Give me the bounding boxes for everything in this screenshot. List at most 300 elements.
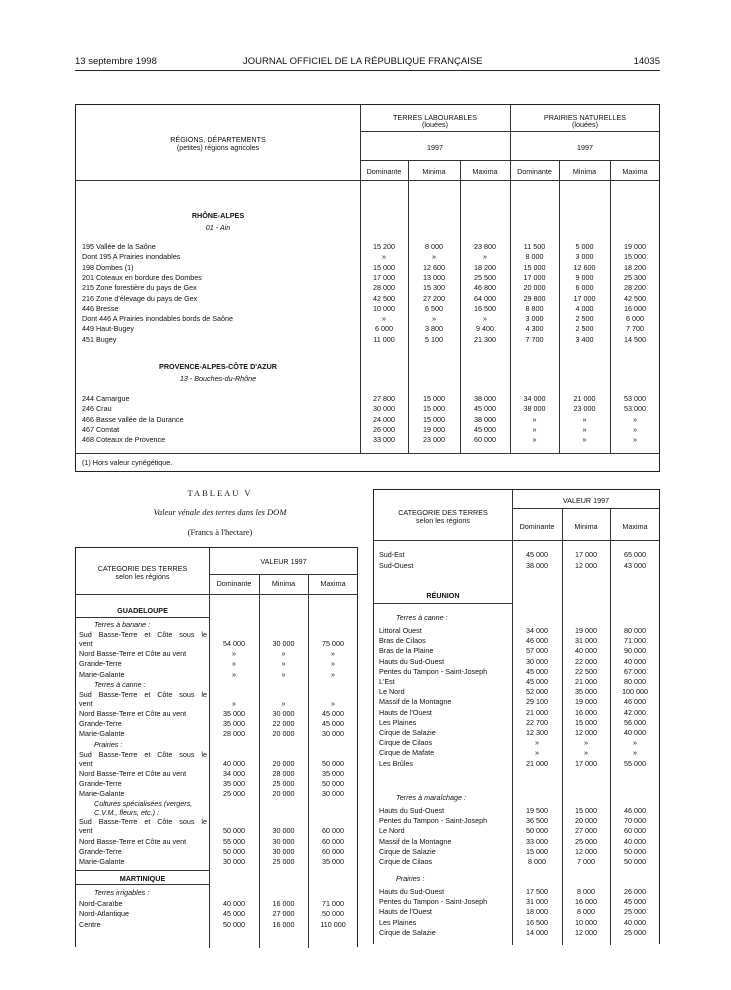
row-label-cont bbox=[79, 759, 207, 768]
row-value: 5 100 bbox=[425, 334, 443, 344]
row-value: 110 000 bbox=[320, 919, 346, 929]
row-label-text: Pentes du Tampon - Saint-Joseph bbox=[379, 816, 488, 826]
row-value: 45 000 bbox=[624, 897, 646, 907]
row-value: » bbox=[331, 649, 335, 659]
sub-col-header: Minima bbox=[572, 167, 597, 176]
row-label bbox=[79, 779, 207, 788]
row-value: 8 000 bbox=[425, 242, 443, 251]
row-value: 12 000 bbox=[575, 846, 597, 856]
row-value: 16 000 bbox=[272, 899, 295, 909]
row-value: 42 500 bbox=[624, 293, 646, 303]
group-prairies-naturelles-sub: (louées) bbox=[572, 120, 598, 129]
row-label bbox=[379, 667, 509, 676]
row-label-text: Bras de la Plaine bbox=[379, 646, 434, 656]
row-value: 30 000 bbox=[526, 656, 548, 666]
section-heading: Prairies : bbox=[396, 874, 425, 883]
row-value: 30 000 bbox=[272, 826, 295, 836]
row-value: 6 000 bbox=[626, 314, 644, 324]
row-value: 19 000 bbox=[575, 697, 597, 707]
row-value: 50 000 bbox=[526, 826, 548, 836]
row-label-text: Grande-Terre bbox=[79, 659, 122, 669]
row-value: » bbox=[633, 738, 637, 748]
row-value: 38 000 bbox=[474, 414, 496, 424]
row-label-text: L'Est bbox=[379, 677, 395, 686]
section-heading: Terres à canne : bbox=[94, 679, 146, 689]
row-value: 50 000 bbox=[322, 758, 344, 768]
row-value: 75 000 bbox=[322, 639, 344, 648]
row-label-text: Nord Basse-Terre et Côte au vent bbox=[79, 649, 187, 659]
group-valeur-1997: VALEUR 1997 bbox=[562, 496, 610, 505]
year-label-2: 1997 bbox=[577, 143, 593, 152]
row-value: 17 000 bbox=[523, 272, 546, 282]
row-label bbox=[379, 887, 509, 896]
sub-col-header: Maxima bbox=[622, 522, 648, 531]
row-value: 16 000 bbox=[624, 303, 646, 313]
row-value: 7 700 bbox=[626, 324, 644, 334]
row-value: 15 000 bbox=[423, 414, 445, 424]
row-label-text: Centre bbox=[79, 919, 101, 929]
row-value: 35 000 bbox=[322, 857, 344, 866]
row-value: 3 400 bbox=[575, 334, 594, 344]
row-label bbox=[379, 806, 509, 815]
row-value: 50 000 bbox=[223, 826, 245, 836]
row-value: 45 000 bbox=[474, 424, 496, 434]
row-value: 45 000 bbox=[526, 666, 548, 676]
row-value: 71 000 bbox=[322, 899, 344, 909]
row-value: 15 000 bbox=[575, 806, 597, 815]
row-label bbox=[79, 857, 207, 866]
row-value: 56 000 bbox=[624, 717, 646, 727]
row-value: 3 000 bbox=[575, 252, 594, 262]
row-label bbox=[79, 709, 207, 718]
row-value: 18 200 bbox=[474, 262, 496, 272]
region-heading-martinique: MARTINIQUE bbox=[119, 874, 166, 884]
row-label bbox=[79, 769, 207, 778]
row-label-text: 198 Dombes (1) bbox=[82, 262, 134, 272]
row-value: 6 000 bbox=[375, 324, 393, 334]
row-value: » bbox=[633, 424, 637, 434]
row-label-text: vent bbox=[79, 698, 93, 708]
row-value: 30 000 bbox=[322, 789, 344, 799]
header-date: 13 septembre 1998 bbox=[75, 56, 157, 67]
row-value: 20 000 bbox=[272, 729, 295, 739]
row-value: 16 000 bbox=[272, 919, 295, 929]
row-label-text: Hauts du Sud-Ouest bbox=[379, 806, 445, 815]
row-value: 71 000 bbox=[624, 636, 646, 646]
region-heading-reunion: RÉUNION bbox=[426, 591, 460, 600]
row-value: 40 000 bbox=[575, 646, 597, 656]
row-label-text: Dont 446 A Prairies inondables bords de Saône bbox=[82, 314, 234, 324]
row-label-text: Hauts du Sud-Ouest bbox=[379, 887, 445, 896]
row-label-text: 246 Crau bbox=[82, 404, 112, 414]
row-label bbox=[379, 918, 509, 927]
row-label-text: Hauts du Sud-Ouest bbox=[379, 656, 445, 666]
row-label-text: vent bbox=[79, 758, 93, 768]
row-value: 15 000 bbox=[523, 262, 546, 272]
row-value: » bbox=[232, 649, 236, 659]
row-label-text: Cirque de Cilaos bbox=[379, 857, 433, 866]
row-value: 8 000 bbox=[525, 252, 544, 262]
row-label bbox=[82, 242, 354, 251]
row-value: 17 000 bbox=[575, 550, 597, 559]
row-value: 43 000 bbox=[624, 560, 646, 570]
row-label bbox=[79, 909, 207, 918]
row-label bbox=[379, 837, 509, 846]
row-label bbox=[82, 435, 354, 444]
row-value: 50 000 bbox=[624, 846, 646, 856]
row-value: 46 000 bbox=[526, 636, 548, 646]
row-label-text: Marie-Galante bbox=[79, 789, 125, 799]
row-value: 24 000 bbox=[373, 414, 395, 424]
row-value: 12 000 bbox=[575, 927, 597, 937]
row-label-text: Grande-Terre bbox=[79, 719, 122, 729]
row-label bbox=[379, 718, 509, 727]
row-value: 45 000 bbox=[223, 909, 245, 919]
row-label bbox=[379, 857, 509, 866]
row-value: » bbox=[382, 252, 386, 262]
row-value: 2 500 bbox=[575, 314, 594, 324]
row-value: » bbox=[281, 669, 286, 679]
row-value: 21 000 bbox=[526, 707, 548, 717]
row-value: 30 000 bbox=[223, 857, 245, 866]
row-value: » bbox=[281, 649, 286, 659]
row-value: 20 000 bbox=[272, 758, 295, 768]
row-value: 8 000 bbox=[577, 907, 595, 917]
col-label-categorie: CATEGORIE DES TERRES bbox=[398, 508, 488, 517]
row-value: 22 000 bbox=[272, 719, 295, 729]
row-label bbox=[82, 294, 354, 303]
row-label: Sud Basse-Terre et Côte sous le bbox=[79, 630, 207, 639]
row-label bbox=[379, 897, 509, 906]
row-value: 30 000 bbox=[272, 836, 295, 846]
row-label bbox=[379, 847, 509, 856]
row-label bbox=[79, 659, 207, 668]
row-value: » bbox=[483, 314, 487, 324]
row-value: » bbox=[532, 435, 537, 445]
row-value: 18 200 bbox=[624, 262, 646, 272]
footnote: (1) Hors valeur cynégétique. bbox=[82, 458, 173, 467]
row-value: 12 000 bbox=[575, 560, 597, 570]
col-label-petites-regions: (petites) régions agricoles bbox=[176, 143, 260, 152]
row-value: 20 000 bbox=[272, 789, 295, 799]
section-heading: Terres à canne : bbox=[396, 613, 448, 622]
row-label-text: Cirque de Salazie bbox=[379, 927, 436, 937]
row-label-text: 466 Basse vallée de la Durance bbox=[82, 414, 184, 424]
row-label bbox=[82, 252, 354, 261]
row-value: 42 000 bbox=[624, 707, 646, 717]
row-value: 30 000 bbox=[272, 709, 295, 718]
row-label-text: Marie-Galante bbox=[79, 729, 125, 739]
row-label bbox=[79, 847, 207, 856]
row-label-text: Cirque de Salazie bbox=[379, 728, 436, 737]
row-value: 38 000 bbox=[474, 394, 496, 403]
row-value: 40 000 bbox=[624, 728, 646, 737]
sub-col-header: Maxima bbox=[320, 579, 346, 588]
row-value: 55 000 bbox=[223, 836, 245, 846]
region-rule bbox=[76, 870, 209, 871]
row-label bbox=[379, 708, 509, 717]
row-value: 15 000 bbox=[624, 252, 646, 262]
row-value: 22 700 bbox=[526, 717, 548, 727]
row-value: 3 800 bbox=[425, 324, 443, 334]
col-label-categorie: CATEGORIE DES TERRES bbox=[97, 564, 188, 573]
tableau-v-title: TABLEAU V bbox=[187, 488, 253, 498]
row-label bbox=[379, 677, 509, 686]
row-label bbox=[379, 826, 509, 835]
row-label bbox=[79, 670, 207, 679]
row-value: » bbox=[582, 435, 587, 445]
row-label-text: Marie-Galante bbox=[79, 857, 125, 866]
row-value: 4 300 bbox=[525, 324, 544, 334]
row-value: » bbox=[232, 659, 236, 669]
row-value: 28 000 bbox=[223, 729, 245, 739]
row-value: » bbox=[281, 698, 286, 708]
row-value: 25 000 bbox=[272, 857, 295, 866]
row-value: 26 000 bbox=[624, 887, 646, 896]
row-value: 14 000 bbox=[526, 927, 548, 937]
row-label-text: 449 Haut-Bugey bbox=[82, 324, 134, 334]
row-label bbox=[79, 837, 207, 846]
row-label-text: Littoral Ouest bbox=[379, 626, 422, 635]
row-label-text: Nord Basse-Terre et Côte au vent bbox=[79, 836, 187, 846]
row-value: 25 300 bbox=[624, 272, 646, 282]
row-value: 35 000 bbox=[322, 768, 344, 778]
row-value: 38 000 bbox=[526, 560, 548, 570]
region-heading-paca: PROVENCE-ALPES-CÔTE D'AZUR bbox=[159, 362, 277, 371]
row-label-text: 468 Coteaux de Provence bbox=[82, 435, 166, 445]
row-value: 34 000 bbox=[526, 626, 548, 635]
region-rule bbox=[374, 603, 512, 604]
row-value: 40 000 bbox=[624, 836, 646, 846]
row-label bbox=[79, 729, 207, 738]
row-label-text: Cirque de Salazie bbox=[379, 846, 436, 856]
row-label-cont bbox=[79, 699, 207, 708]
row-value: 35 000 bbox=[223, 779, 245, 788]
row-label-text: 216 Zone d'élevage du pays de Gex bbox=[82, 293, 198, 303]
row-value: 27 800 bbox=[373, 394, 395, 403]
row-value: 46 800 bbox=[474, 283, 496, 293]
year-label-1: 1997 bbox=[427, 143, 443, 152]
sub-col-header: Dominante bbox=[519, 522, 555, 531]
row-value: » bbox=[633, 748, 637, 758]
row-label-text: vent bbox=[79, 826, 93, 836]
sub-col-header: Dominante bbox=[216, 579, 252, 588]
row-label: Sud Basse-Terre et Côte sous le bbox=[79, 689, 207, 699]
row-label-text: Massif de la Montagne bbox=[379, 836, 452, 846]
section-heading: Terres à banane : bbox=[94, 620, 151, 629]
row-value: 52 000 bbox=[526, 687, 548, 697]
row-label bbox=[82, 273, 354, 282]
row-value: » bbox=[582, 424, 587, 434]
section-heading: Prairies : bbox=[94, 739, 123, 749]
row-value: 45 000 bbox=[322, 719, 344, 729]
row-value: 25 000 bbox=[223, 789, 245, 799]
row-label bbox=[79, 789, 207, 798]
row-label: Sud Basse-Terre et Côte sous le bbox=[79, 749, 207, 759]
row-value: 42 500 bbox=[373, 293, 395, 303]
row-label-cont bbox=[79, 639, 207, 648]
row-label bbox=[82, 283, 354, 292]
row-value: 19 500 bbox=[526, 806, 548, 815]
row-value: 67 000 bbox=[624, 666, 646, 676]
row-value: » bbox=[584, 738, 588, 748]
row-label bbox=[82, 304, 354, 313]
row-label bbox=[82, 404, 354, 413]
row-value: » bbox=[331, 698, 335, 708]
row-value: 60 000 bbox=[322, 836, 344, 846]
section-heading: Terres irrigables : bbox=[94, 888, 150, 898]
row-value: 29 100 bbox=[526, 697, 548, 707]
row-label: Sud Basse-Terre et Côte sous le bbox=[79, 817, 207, 827]
row-value: 23 000 bbox=[573, 404, 596, 414]
row-value: 53 000 bbox=[624, 394, 646, 403]
row-value: 36 500 bbox=[526, 816, 548, 826]
header-page-number: 14035 bbox=[633, 56, 660, 67]
row-value: 15 000 bbox=[526, 846, 548, 856]
row-value: 16 500 bbox=[526, 917, 548, 927]
row-value: » bbox=[582, 414, 587, 424]
col-label-selon-regions: selon les régions bbox=[115, 572, 170, 581]
row-value: » bbox=[532, 414, 537, 424]
dept-heading-ain: 01 - Ain bbox=[205, 223, 231, 232]
row-value: 19 000 bbox=[575, 626, 597, 635]
row-label bbox=[379, 636, 509, 645]
row-label bbox=[379, 738, 509, 747]
row-label bbox=[379, 759, 509, 768]
section-heading: Terres à maraîchage : bbox=[396, 793, 467, 802]
row-value: 22 000 bbox=[575, 656, 597, 666]
row-value: 65 000 bbox=[624, 550, 646, 559]
row-label-text: Marie-Galante bbox=[79, 669, 125, 679]
row-label bbox=[79, 899, 207, 908]
row-value: » bbox=[633, 435, 637, 445]
row-label bbox=[79, 719, 207, 728]
row-value: 33 000 bbox=[526, 836, 548, 846]
row-value: » bbox=[483, 252, 487, 262]
section-heading: Cultures spécialisées (vergers, C.V.M., fleurs, etc.) : bbox=[94, 799, 193, 818]
row-value: 50 000 bbox=[322, 909, 344, 919]
row-label-text: Pentes du Tampon - Saint-Joseph bbox=[379, 666, 488, 676]
row-value: 7 700 bbox=[525, 334, 544, 344]
row-value: 16 000 bbox=[575, 897, 597, 907]
row-label-text: Bras de Cilaos bbox=[379, 636, 426, 646]
row-value: 3 000 bbox=[525, 314, 544, 324]
row-value: 12 600 bbox=[573, 262, 596, 272]
row-value: 31 000 bbox=[526, 897, 548, 907]
row-value: 21 300 bbox=[474, 334, 496, 344]
row-value: 6 000 bbox=[575, 283, 594, 293]
row-value: 38 000 bbox=[523, 404, 546, 414]
row-value: 15 000 bbox=[373, 262, 395, 272]
row-value: 46 000 bbox=[624, 697, 646, 707]
row-value: 11 000 bbox=[373, 334, 395, 344]
row-value: 31 000 bbox=[575, 636, 597, 646]
row-label-text: Les Brûles bbox=[379, 758, 413, 768]
row-value: 27 000 bbox=[272, 909, 295, 919]
row-value: » bbox=[432, 314, 436, 324]
row-value: 40 000 bbox=[624, 656, 646, 666]
row-value: » bbox=[331, 669, 335, 679]
row-label bbox=[379, 928, 509, 937]
row-label-text: Nord-Caraïbe bbox=[79, 899, 123, 909]
row-value: 35 000 bbox=[223, 709, 245, 718]
row-value: 28 200 bbox=[624, 283, 646, 293]
row-label-text: Nord-Atlantique bbox=[79, 909, 129, 919]
group-prairies-naturelles: PRAIRIES NATURELLES bbox=[543, 113, 627, 122]
row-label-text: Nord Basse-Terre et Côte au vent bbox=[79, 768, 187, 778]
row-value: 15 000 bbox=[423, 404, 445, 414]
top-table bbox=[75, 104, 660, 472]
row-label-text: 446 Bresse bbox=[82, 303, 119, 313]
row-value: 26 000 bbox=[373, 424, 395, 434]
row-value: 16 000 bbox=[575, 707, 597, 717]
row-value: 4 000 bbox=[575, 303, 594, 313]
sub-col-header: Dominante bbox=[517, 167, 552, 176]
sub-col-header: Maxima bbox=[472, 167, 498, 176]
row-label-text: Hauts de l'Ouest bbox=[379, 707, 432, 717]
row-value: 35 000 bbox=[575, 687, 597, 697]
row-label-text: 467 Comtat bbox=[82, 424, 120, 434]
row-value: 28 000 bbox=[373, 283, 395, 293]
row-value: 45 000 bbox=[322, 709, 344, 718]
row-value: 17 000 bbox=[373, 272, 395, 282]
row-value: 19 000 bbox=[624, 242, 646, 251]
row-value: 45 000 bbox=[474, 404, 496, 414]
col-label-selon-regions: selon les régions bbox=[416, 516, 470, 525]
row-value: 8 000 bbox=[528, 857, 546, 866]
row-value: 50 000 bbox=[624, 857, 646, 866]
row-value: 45 000 bbox=[526, 677, 548, 686]
row-value: 54 000 bbox=[223, 639, 245, 648]
col-label-regions: RÉGIONS, DÉPARTEMENTS bbox=[170, 135, 266, 144]
row-value: » bbox=[331, 659, 335, 669]
row-value: 35 000 bbox=[223, 719, 245, 729]
sub-col-header: Dominante bbox=[366, 167, 402, 176]
sub-col-header: Minima bbox=[271, 579, 296, 588]
row-value: 23 000 bbox=[423, 435, 445, 445]
row-label-text: Grande-Terre bbox=[79, 779, 122, 788]
row-label bbox=[379, 626, 509, 635]
row-value: 17 000 bbox=[573, 293, 596, 303]
row-value: 34 000 bbox=[223, 768, 245, 778]
row-value: 15 000 bbox=[575, 717, 597, 727]
row-label-text: Hauts de l'Ouest bbox=[379, 907, 432, 917]
row-label bbox=[82, 335, 354, 344]
row-value: 28 000 bbox=[272, 768, 295, 778]
row-label-text: Dont 195 A Prairies inondables bbox=[82, 252, 181, 262]
row-value: 10 000 bbox=[373, 303, 395, 313]
row-label-text: 451 Bugey bbox=[82, 334, 117, 344]
group-valeur-1997: VALEUR 1997 bbox=[260, 557, 307, 566]
row-label bbox=[82, 324, 354, 333]
dom-table-left bbox=[75, 547, 358, 947]
row-value: 25 000 bbox=[624, 927, 646, 937]
row-label bbox=[79, 649, 207, 658]
dept-heading-bouches-du-rhone: 13 - Bouches-du-Rhône bbox=[179, 374, 257, 383]
row-label bbox=[82, 415, 354, 424]
row-value: 17 000 bbox=[575, 758, 597, 768]
row-value: 33 000 bbox=[373, 435, 395, 445]
row-label-text: vent bbox=[79, 639, 93, 648]
row-value: 90 000 bbox=[624, 646, 646, 656]
row-label-text: Sud-Ouest bbox=[379, 560, 414, 570]
row-label bbox=[379, 657, 509, 666]
row-value: 10 000 bbox=[575, 917, 597, 927]
row-value: 60 000 bbox=[322, 846, 344, 856]
row-value: 8 800 bbox=[525, 303, 544, 313]
group-terres-labourables: TERRES LABOURABLES bbox=[393, 113, 477, 122]
row-label-text: Massif de la Montagne bbox=[379, 697, 452, 707]
